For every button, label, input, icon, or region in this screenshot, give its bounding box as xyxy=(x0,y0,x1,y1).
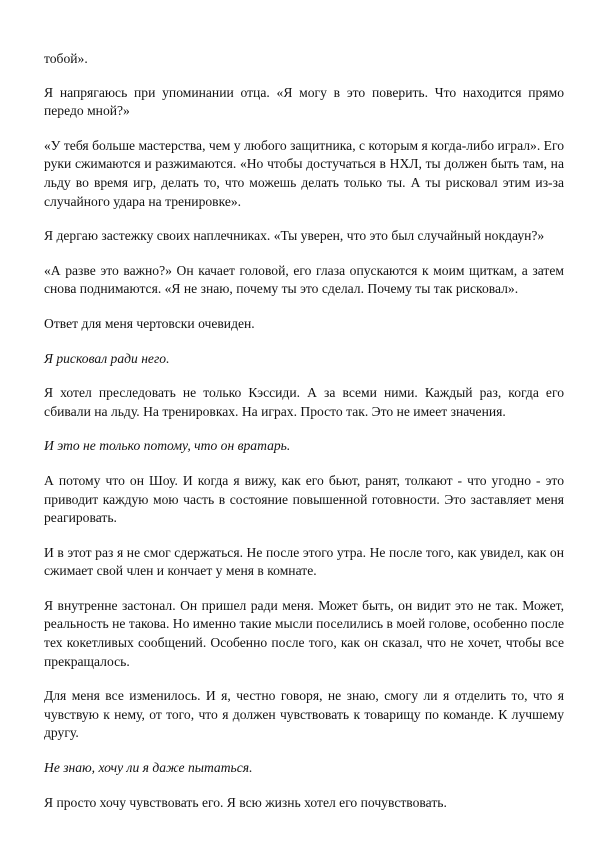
paragraph-9-italic: И это не только потому, что он вратарь. xyxy=(44,438,291,454)
paragraph-10: А потому что он Шоу. И когда я вижу, как его бьют, ранят, толкают - что угодно - это приводит каждую мою часть в состояние повышенной готовности. Это заставляет меня реагировать. xyxy=(44,472,564,526)
paragraph-8: Я хотел преследовать не только Кэссиди. А за всеми ними. Каждый раз, когда его сбивали на льду. На тренировках. На играх. Просто так. Это не имеет значения. xyxy=(44,385,564,419)
paragraph-5: «А разве это важно?» Он качает головой, его глаза опускаются к моим щиткам, а затем снова поднимаются. «Я не знаю, почему ты это сделал. Почему ты так рисковал». xyxy=(44,262,564,297)
paragraph-11: И в этот раз я не смог сдержаться. Не после этого утра. Не после того, как увидел, как он сжимает свой член и кончает у меня в комнате. xyxy=(44,544,564,579)
paragraph-14-italic: Не знаю, хочу ли я даже пытаться. xyxy=(44,760,253,776)
paragraph-2: Я напрягаюсь при упоминании отца. «Я могу в это поверить. Что находится прямо передо мной?» xyxy=(44,84,564,119)
paragraph-7-italic: Я рисковал ради него. xyxy=(44,350,170,366)
document-page xyxy=(44,50,564,828)
paragraph-13: Для меня все изменилось. И я, честно говоря, не знаю, смогу ли я отделить то, что я чувствую к нему, от того, что я должен чувствовать к товарищу по команде. К лучшему другу. xyxy=(44,688,564,741)
paragraph-4: Я дергаю застежку своих наплечниках. «Ты уверен, что это был случайный нокдаун?» xyxy=(44,228,545,244)
paragraph-1: тобой». xyxy=(44,51,88,66)
paragraph-12: Я внутренне застонал. Он пришел ради меня. Может быть, он видит это не так. Может, реальность не такова. Но именно такие мысли поселились в моей голове, особенно после тех кокетливых сообщений. Особенно после того, как он сказал, что не хочет, чтобы все прекращалось. xyxy=(44,597,564,669)
paragraph-15: Я просто хочу чувствовать его. Я всю жизнь хотел его почувствовать. xyxy=(44,794,447,810)
paragraph-6: Ответ для меня чертовски очевиден. xyxy=(44,315,255,331)
paragraph-3: «У тебя больше мастерства, чем у любого защитника, с которым я когда-либо играл». Его руки сжимаются и разжимаются. «Но чтобы достучаться в НХЛ, ты должен быть там, на льду во время игр, делать то, что можешь делать только ты. А ты рисковал этим из-за случайного удара на тренировке». xyxy=(44,137,564,209)
